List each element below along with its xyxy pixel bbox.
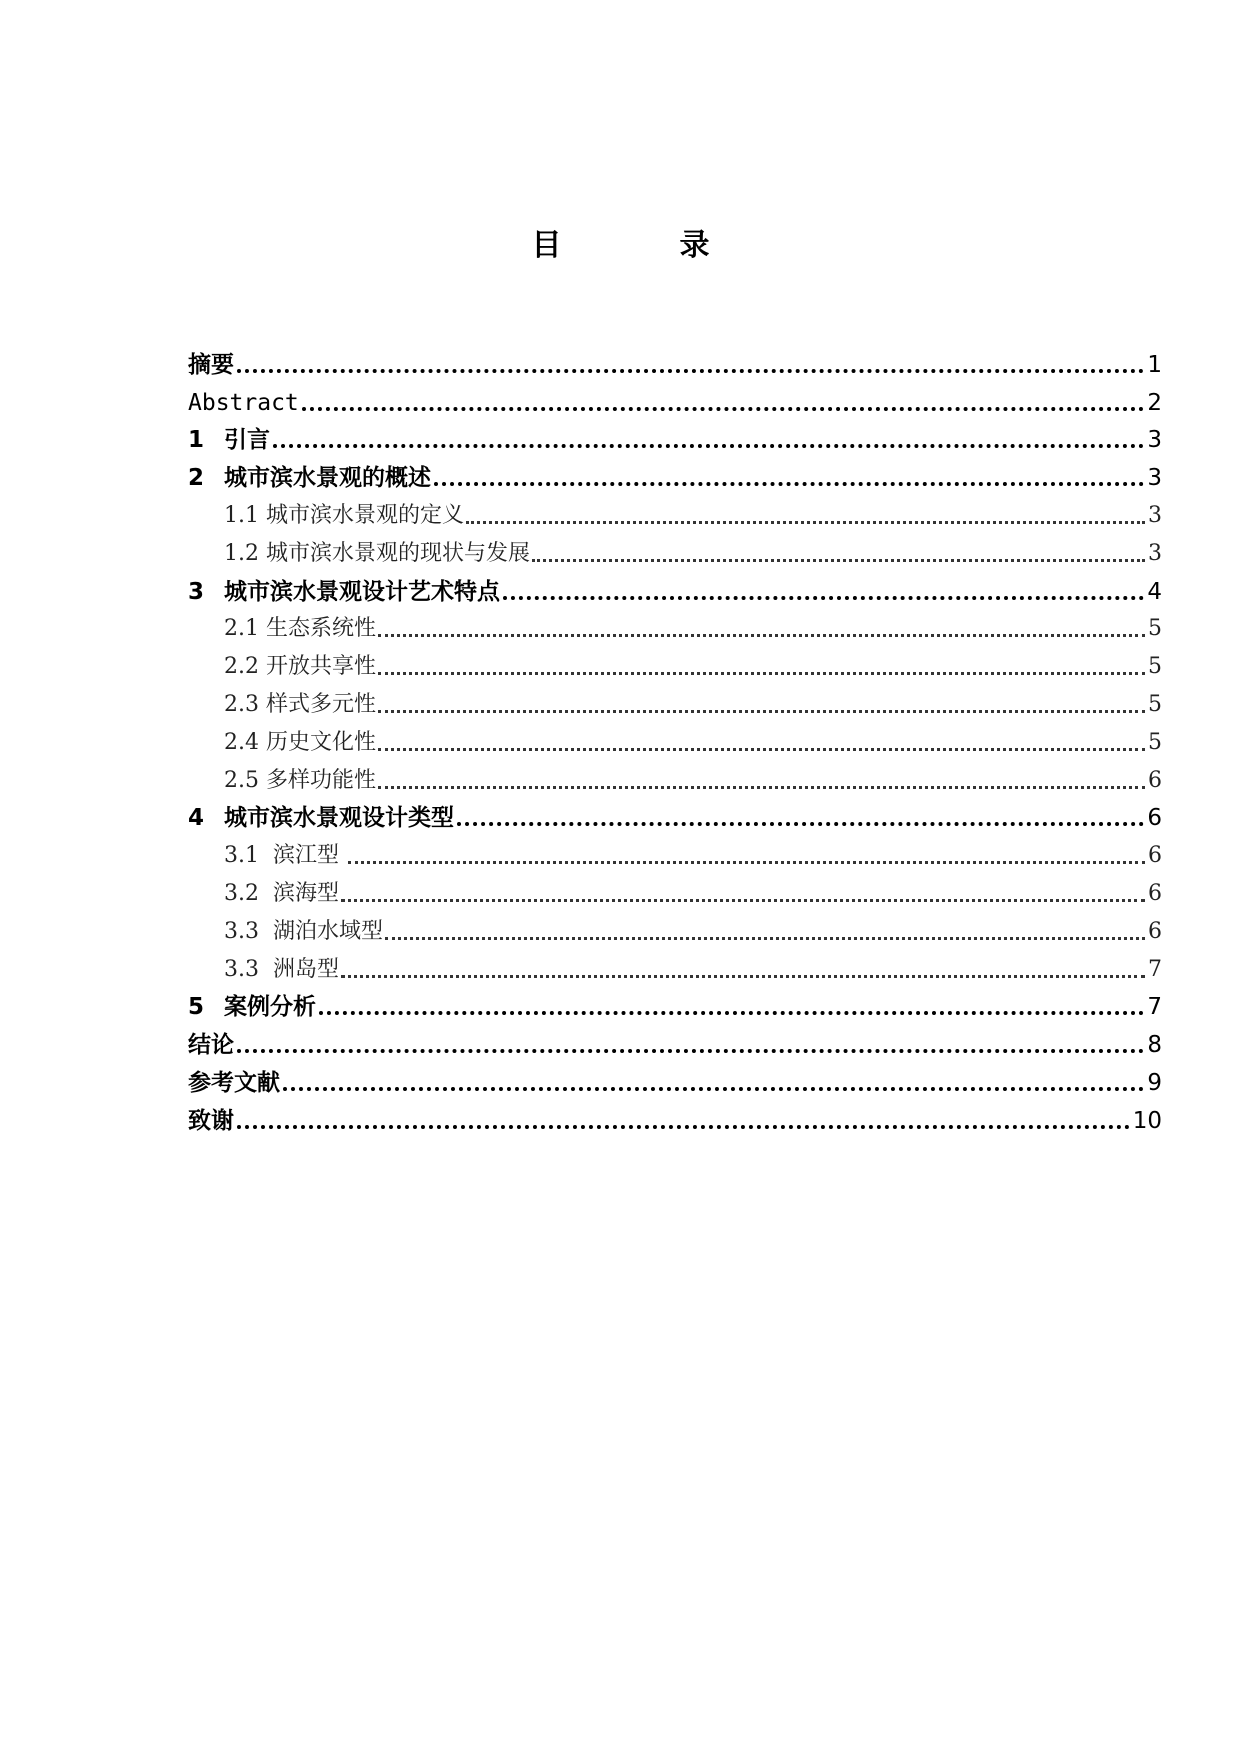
- toc-entry-chapter-4[interactable]: [188, 795, 1162, 833]
- toc-page-number: 6: [1148, 843, 1162, 869]
- toc-entry-label: 致谢: [188, 1107, 234, 1134]
- toc-title: 目 录: [531, 228, 754, 263]
- toc-entry-label: 1.2 城市滨水景观的现状与发展: [224, 540, 530, 566]
- toc-entry-chapter-3[interactable]: [188, 568, 1162, 606]
- toc-page-number: 5: [1148, 616, 1162, 642]
- toc-page-number: 5: [1148, 654, 1162, 680]
- toc-page-number: 9: [1147, 1069, 1162, 1096]
- toc-entry-section-1-2[interactable]: [188, 530, 1162, 568]
- toc-entry-label: 引言: [224, 427, 270, 454]
- toc-entry-label: 2.4 历史文化性: [224, 729, 376, 755]
- dot-leader: [378, 786, 1145, 789]
- toc-entry-conclusion[interactable]: [188, 1021, 1162, 1059]
- toc-entry-section-2-3[interactable]: [188, 681, 1162, 719]
- toc-entry-label: 2.2 开放共享性: [224, 654, 376, 680]
- toc-entry-section-2-5[interactable]: [188, 757, 1162, 795]
- toc-page-number: 3: [1148, 502, 1162, 528]
- chapter-number: 5: [188, 994, 205, 1021]
- chapter-number: 3: [188, 578, 205, 605]
- dot-leader: [503, 596, 1144, 600]
- toc-entry-label: 案例分析: [224, 994, 316, 1021]
- toc-page-number: 6: [1148, 918, 1162, 944]
- dot-leader: [319, 1011, 1144, 1015]
- dot-leader: [378, 672, 1145, 675]
- toc-page-number: 8: [1147, 1032, 1162, 1059]
- dot-leader: [385, 937, 1145, 940]
- toc-entry-label: 2.5 多样功能性: [224, 767, 376, 793]
- toc-entry-label: 1.1 城市滨水景观的定义: [224, 502, 464, 528]
- table-of-contents: [188, 341, 1162, 1135]
- toc-entry-label: 城市滨水景观设计艺术特点: [224, 578, 500, 605]
- toc-entry-section-2-1[interactable]: [188, 606, 1162, 644]
- toc-entry-section-1-1[interactable]: [188, 492, 1162, 530]
- toc-entry-section-2-4[interactable]: [188, 719, 1162, 757]
- toc-page-number: 1: [1147, 351, 1162, 378]
- chapter-number: 2: [188, 465, 205, 492]
- toc-entry-section-3-3b[interactable]: [188, 946, 1162, 984]
- dot-leader: [237, 1049, 1144, 1053]
- toc-entry-label: 3.3 洲岛型: [224, 956, 339, 982]
- toc-entry-section-3-2[interactable]: [188, 870, 1162, 908]
- toc-entry-section-3-1[interactable]: [188, 832, 1162, 870]
- toc-entry-acknowledgements[interactable]: [188, 1097, 1162, 1135]
- toc-page-number: 7: [1147, 994, 1162, 1021]
- toc-entry-label: 2.3 样式多元性: [224, 691, 376, 717]
- toc-page-number: 3: [1147, 427, 1162, 454]
- toc-page-number: 10: [1132, 1107, 1162, 1134]
- dot-leader: [466, 521, 1145, 524]
- toc-entry-label: 3.2 滨海型: [224, 880, 339, 906]
- toc-entry-label: Abstract: [188, 389, 299, 416]
- toc-entry-label: 城市滨水景观的概述: [224, 465, 431, 492]
- dot-leader: [532, 559, 1145, 562]
- dot-leader: [302, 407, 1145, 411]
- toc-page-number: 7: [1148, 956, 1162, 982]
- toc-page-number: 4: [1147, 578, 1162, 605]
- toc-entry-label: 城市滨水景观设计类型: [224, 805, 454, 832]
- toc-entry-abstract-en[interactable]: [188, 379, 1162, 417]
- chapter-number: 4: [188, 805, 205, 832]
- toc-page-number: 2: [1147, 389, 1162, 416]
- toc-page-number: 3: [1148, 540, 1162, 566]
- toc-entry-section-2-2[interactable]: [188, 643, 1162, 681]
- chapter-number: 1: [188, 427, 205, 454]
- toc-entry-label: 2.1 生态系统性: [224, 616, 376, 642]
- toc-entry-chapter-1[interactable]: [188, 417, 1162, 455]
- toc-page-number: 5: [1148, 691, 1162, 717]
- toc-page-number: 3: [1147, 465, 1162, 492]
- dot-leader: [237, 1125, 1130, 1129]
- dot-leader: [378, 748, 1145, 751]
- toc-entry-label: 参考文献: [188, 1069, 280, 1096]
- toc-entry-chapter-2[interactable]: [188, 454, 1162, 492]
- dot-leader: [434, 482, 1144, 486]
- dot-leader: [283, 1087, 1144, 1091]
- dot-leader: [237, 369, 1144, 373]
- dot-leader: [378, 710, 1145, 713]
- toc-page-number: 5: [1148, 729, 1162, 755]
- toc-page-number: 6: [1148, 767, 1162, 793]
- toc-entry-section-3-3[interactable]: [188, 908, 1162, 946]
- dot-leader: [341, 899, 1145, 902]
- dot-leader: [273, 444, 1144, 448]
- dot-leader: [378, 634, 1145, 637]
- dot-leader: [348, 861, 1145, 864]
- toc-entry-label: 3.3 湖泊水域型: [224, 918, 383, 944]
- toc-entry-chapter-5[interactable]: [188, 984, 1162, 1022]
- toc-entry-abstract-cn[interactable]: [188, 341, 1162, 379]
- dot-leader: [341, 975, 1145, 978]
- toc-entry-label: 摘要: [188, 351, 234, 378]
- toc-entry-references[interactable]: [188, 1059, 1162, 1097]
- dot-leader: [457, 822, 1144, 826]
- toc-page-number: 6: [1148, 880, 1162, 906]
- toc-page-number: 6: [1147, 805, 1162, 832]
- toc-entry-label: 3.1 滨江型: [224, 843, 346, 869]
- toc-entry-label: 结论: [188, 1032, 234, 1059]
